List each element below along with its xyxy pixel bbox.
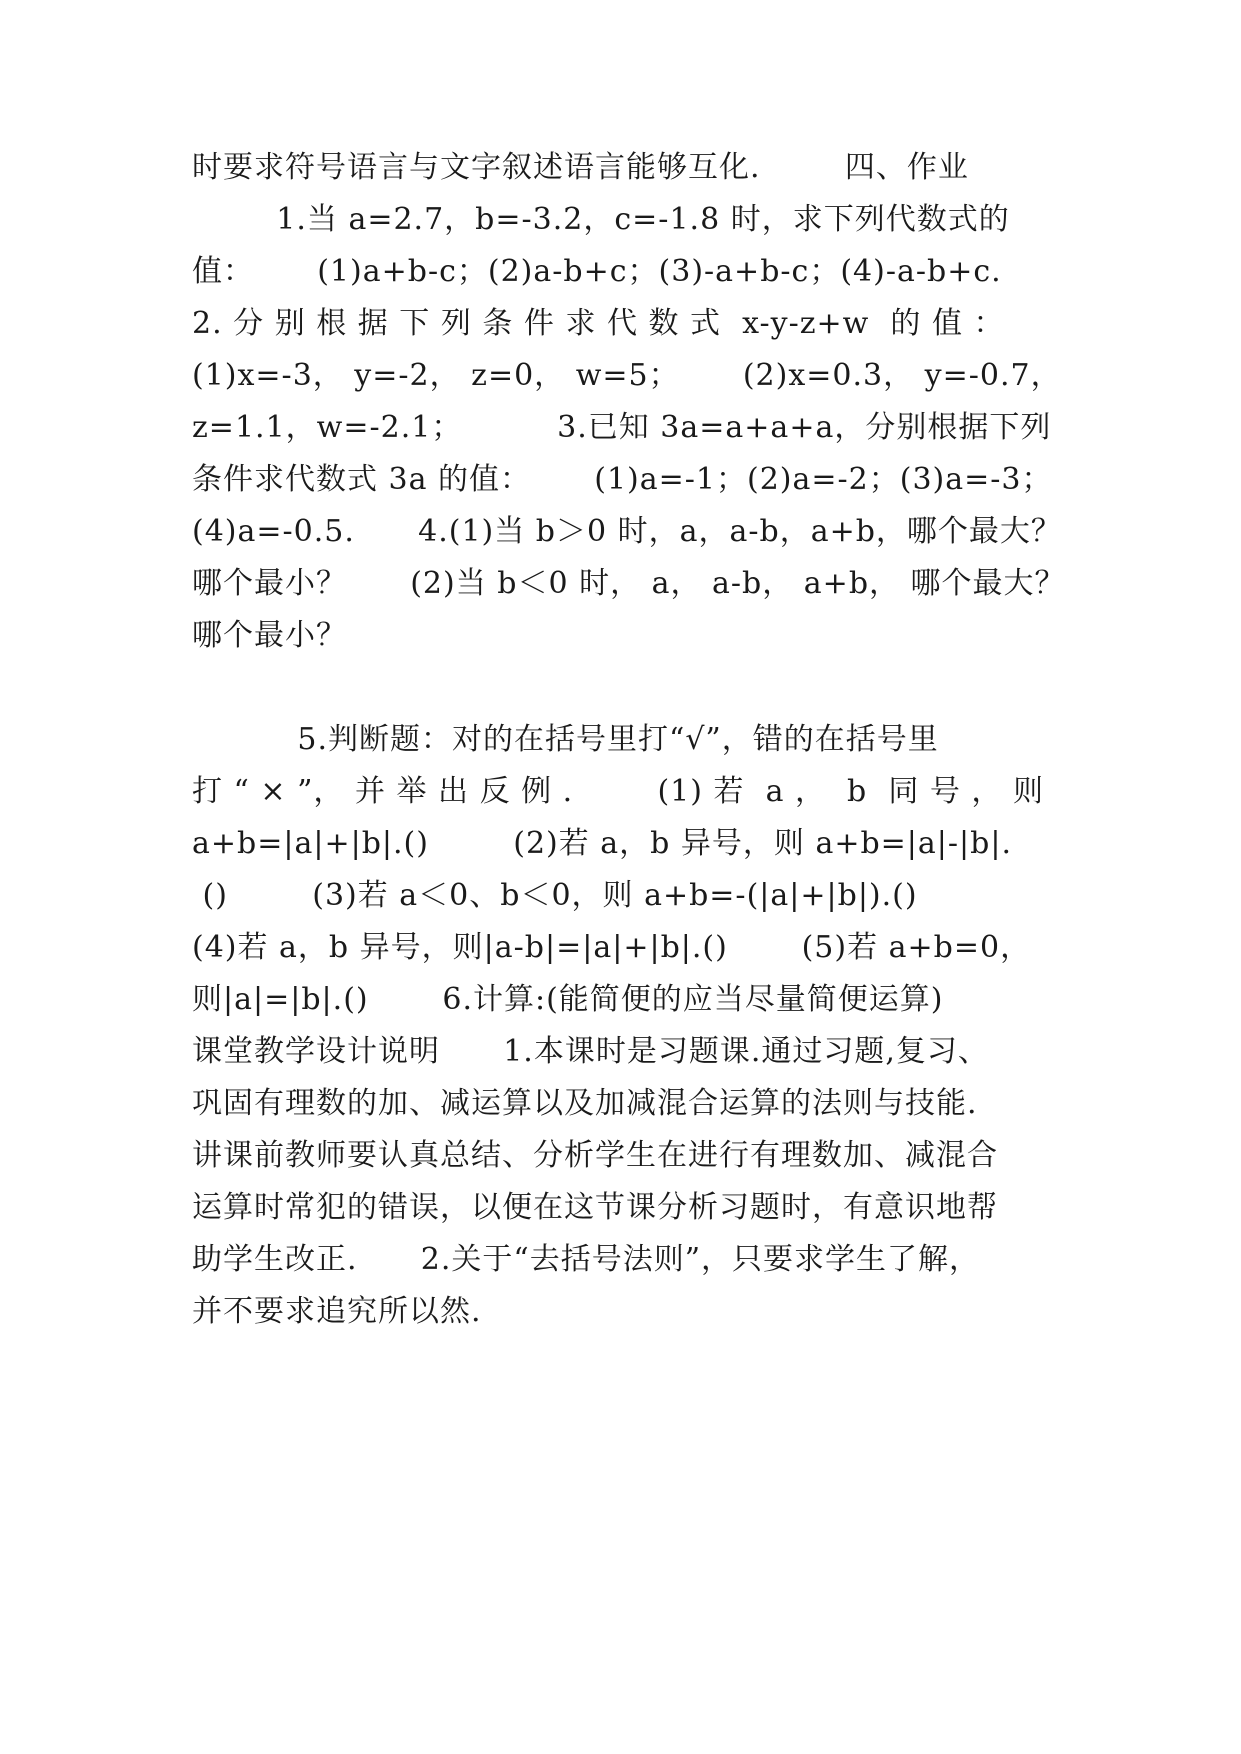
text-line: z=1.1，w=-2.1； 3.已知 3a=a+a+a，分别根据下列 (192, 410, 1052, 445)
text-line: () (3)若 a＜0、b＜0，则 a+b=-(|a|+|b|).() (192, 878, 918, 913)
text-line: (1)x=-3， y=-2， z=0， w=5； (2)x=0.3， y=-0.7， (192, 358, 1062, 393)
text-line: 值： (1)a+b-c；(2)a-b+c；(3)-a+b-c；(4)-a-b+c. (192, 254, 1002, 289)
text-line: 助学生改正. 2.关于“去括号法则”，只要求学生了解， (192, 1242, 981, 1277)
text-line: 运算时常犯的错误，以便在这节课分析习题时，有意识地帮 (192, 1190, 998, 1225)
text-line: (4)若 a，b 异号，则|a-b|=|a|+|b|.() (5)若 a+b=0， (192, 930, 1032, 965)
text-line: 2. 分 别 根 据 下 列 条 件 求 代 数 式 x-y-z+w 的 值 ： (192, 306, 1005, 341)
text-line: 课堂教学设计说明 1.本课时是习题课.通过习题,复习、 (192, 1034, 989, 1069)
text-line: 1.当 a=2.7，b=-3.2，c=-1.8 时，求下列代数式的 (192, 202, 1010, 237)
text-line: 哪个最小？ (2)当 b＜0 时， a， a-b， a+b， 哪个最大？ (192, 566, 1066, 601)
text-line: 并不要求追究所以然. (192, 1294, 482, 1329)
text-line: 条件求代数式 3a 的值： (1)a=-1；(2)a=-2；(3)a=-3； (192, 462, 1053, 497)
text-line: 时要求符号语言与文字叙述语言能够互化. 四、作业 (192, 150, 969, 185)
text-line: 则|a|=|b|.() 6.计算:(能简便的应当尽量简便运算) (192, 982, 944, 1017)
text-line: (4)a=-0.5. 4.(1)当 b＞0 时，a，a-b，a+b，哪个最大？ (192, 514, 1062, 549)
text-line: 巩固有理数的加、减运算以及加减混合运算的法则与技能. (192, 1086, 978, 1121)
text-line: 打 “ × ”， 并 举 出 反 例 . (1) 若 a ， b 同 号 ， 则 (192, 774, 1044, 809)
text-line: 讲课前教师要认真总结、分析学生在进行有理数加、减混合 (192, 1138, 998, 1173)
text-line: 5.判断题：对的在括号里打“√”，错的在括号里 (192, 722, 939, 757)
text-line: a+b=|a|+|b|.() (2)若 a，b 异号，则 a+b=|a|-|b|. (192, 826, 1013, 861)
text-line: 哪个最小？ (192, 618, 347, 653)
